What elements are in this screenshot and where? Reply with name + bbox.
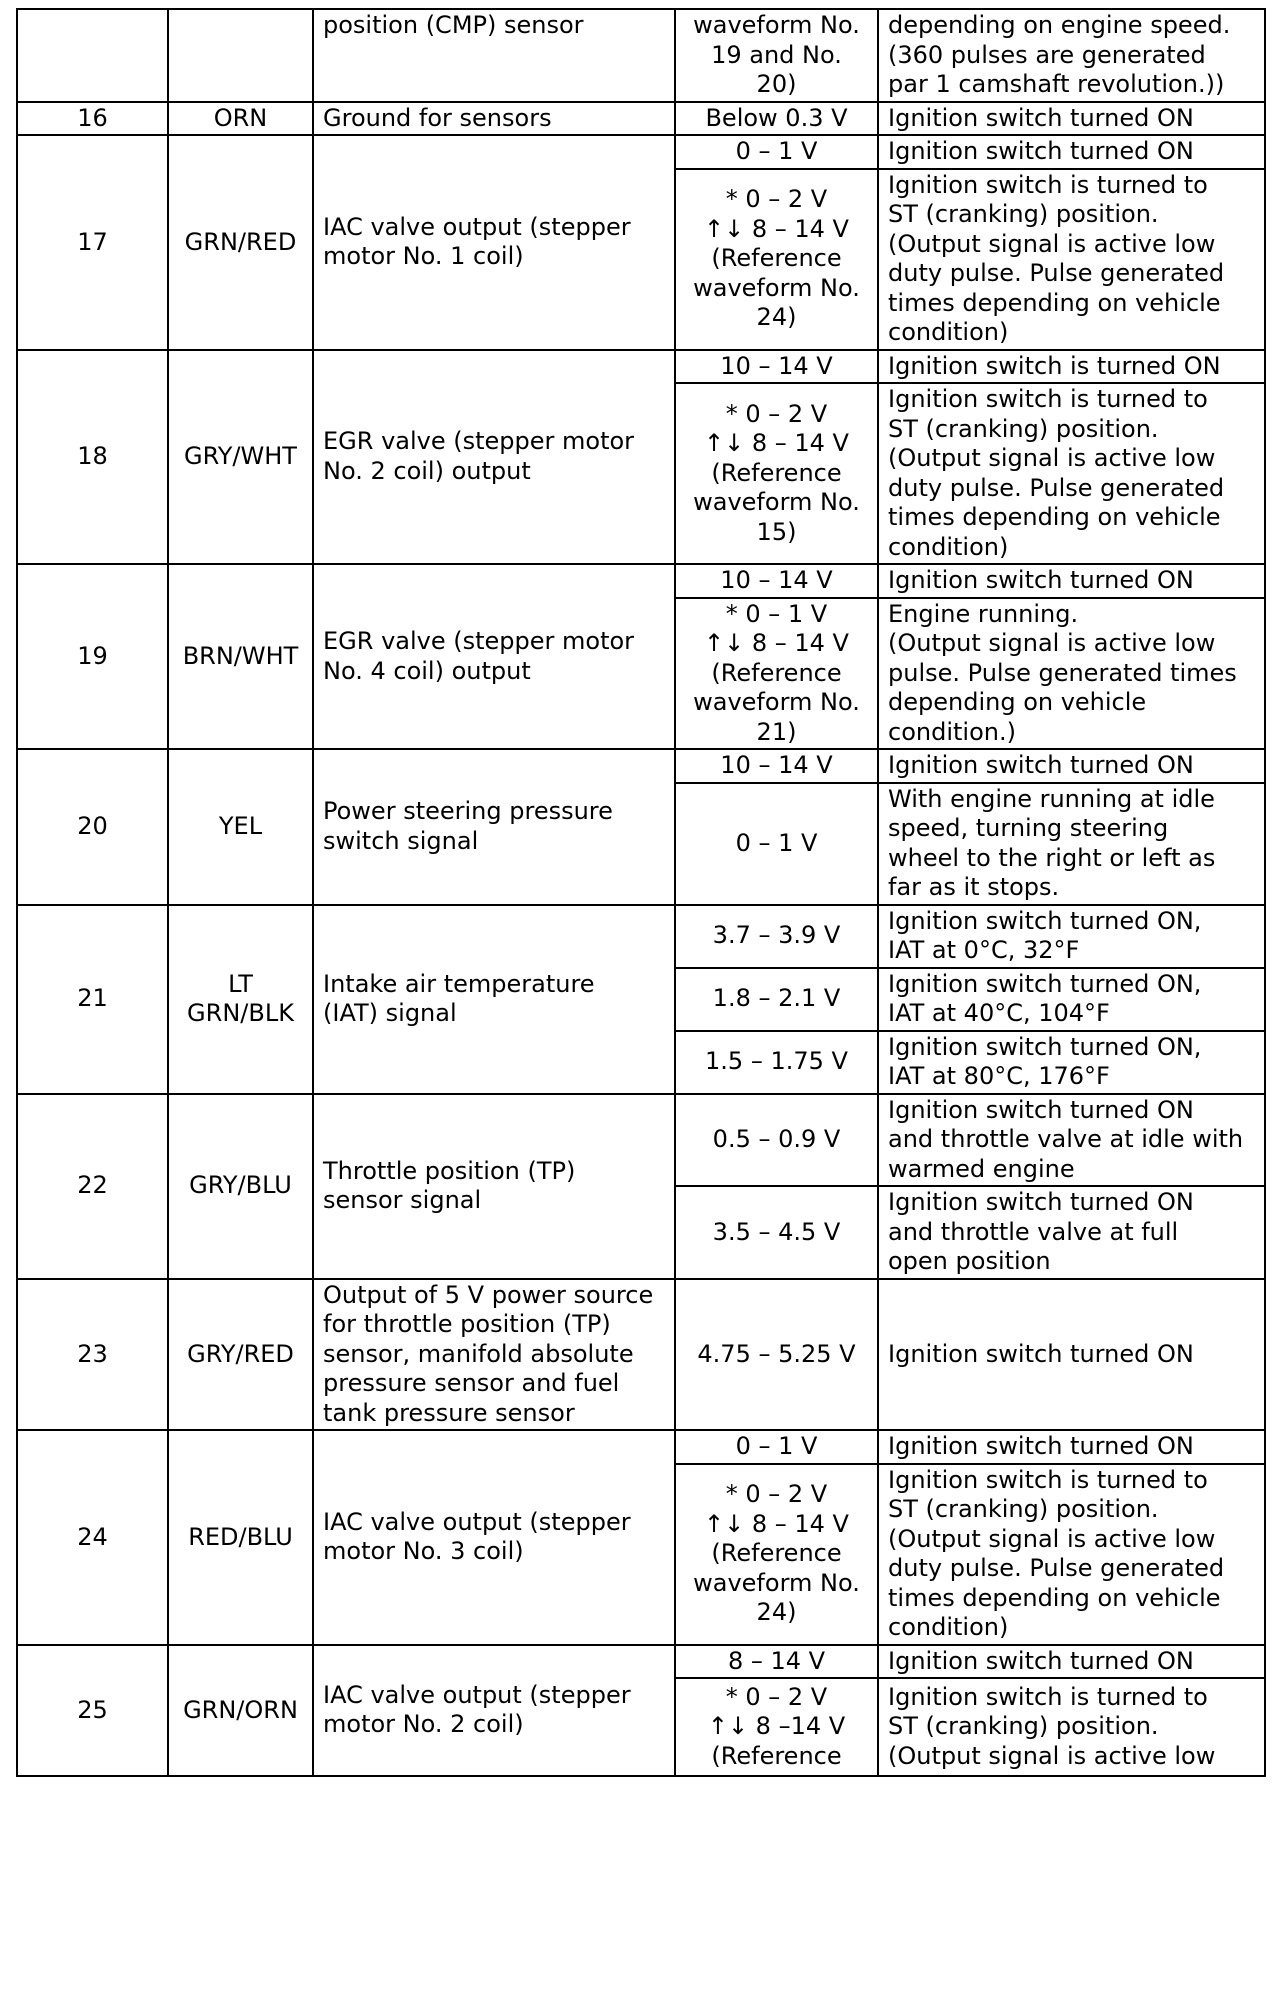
condition-text: Engine running. (Output signal is active low pulse. Pulse generated times depending on vehicle condition.) (878, 598, 1265, 750)
table-row (17, 135, 1265, 169)
wire-color (168, 9, 313, 102)
condition-text: Ignition switch is turned ON (878, 350, 1265, 384)
condition-text: Ignition switch turned ON (878, 1279, 1265, 1431)
condition-text: Ignition switch turned ON, IAT at 40°C, 104°F (878, 968, 1265, 1031)
ecm-terminal-table (16, 8, 1266, 1777)
standard-voltage: 1.8 – 2.1 V (675, 968, 878, 1031)
table-row (17, 1279, 1265, 1431)
wire-color: GRY/RED (168, 1279, 313, 1431)
terminal-number: 24 (17, 1430, 168, 1645)
standard-voltage: 0 – 1 V (675, 783, 878, 905)
wire-color: GRY/WHT (168, 350, 313, 565)
standard-voltage: 10 – 14 V (675, 350, 878, 384)
standard-voltage: 1.5 – 1.75 V (675, 1031, 878, 1094)
terminal-number: 18 (17, 350, 168, 565)
standard-voltage: * 0 – 2 V ↑↓ 8 –14 V (Reference (675, 1678, 878, 1776)
condition-text: Ignition switch is turned to ST (cranking) position. (Output signal is active low duty pulse. Pulse generated times depending on vehicle condition) (878, 169, 1265, 350)
table-row (17, 102, 1265, 136)
condition-text: Ignition switch turned ON and throttle valve at idle with warmed engine (878, 1094, 1265, 1187)
wire-color: ORN (168, 102, 313, 136)
wire-color: GRN/RED (168, 135, 313, 350)
circuit-description: EGR valve (stepper motor No. 2 coil) output (313, 350, 675, 565)
terminal-number (17, 9, 168, 102)
table-row (17, 1094, 1265, 1187)
table-row (17, 1645, 1265, 1679)
standard-voltage: 10 – 14 V (675, 749, 878, 783)
standard-voltage: waveform No. 19 and No. 20) (675, 9, 878, 102)
circuit-description: position (CMP) sensor (313, 9, 675, 102)
wire-color: RED/BLU (168, 1430, 313, 1645)
standard-voltage: 10 – 14 V (675, 564, 878, 598)
terminal-number: 19 (17, 564, 168, 749)
terminal-number: 16 (17, 102, 168, 136)
wire-color: BRN/WHT (168, 564, 313, 749)
terminal-number: 23 (17, 1279, 168, 1431)
circuit-description: Throttle position (TP) sensor signal (313, 1094, 675, 1279)
wire-color: LT GRN/BLK (168, 905, 313, 1094)
table-row (17, 9, 1265, 102)
standard-voltage: 3.7 – 3.9 V (675, 905, 878, 968)
circuit-description: EGR valve (stepper motor No. 4 coil) output (313, 564, 675, 749)
table-row (17, 350, 1265, 384)
table-row (17, 905, 1265, 968)
standard-voltage: 0.5 – 0.9 V (675, 1094, 878, 1187)
condition-text: Ignition switch turned ON and throttle valve at full open position (878, 1186, 1265, 1279)
circuit-description: IAC valve output (stepper motor No. 1 coil) (313, 135, 675, 350)
wire-color: YEL (168, 749, 313, 905)
standard-voltage: Below 0.3 V (675, 102, 878, 136)
condition-text: Ignition switch turned ON (878, 102, 1265, 136)
condition-text: Ignition switch is turned to ST (cranking) position. (Output signal is active low (878, 1678, 1265, 1776)
condition-text: depending on engine speed. (360 pulses are generated par 1 camshaft revolution.)) (878, 9, 1265, 102)
condition-text: With engine running at idle speed, turning steering wheel to the right or left as far as it stops. (878, 783, 1265, 905)
condition-text: Ignition switch turned ON (878, 135, 1265, 169)
circuit-description: Output of 5 V power source for throttle position (TP) sensor, manifold absolute pressure sensor and fuel tank pressure sensor (313, 1279, 675, 1431)
standard-voltage: 0 – 1 V (675, 135, 878, 169)
circuit-description: IAC valve output (stepper motor No. 2 coil) (313, 1645, 675, 1777)
table-row (17, 749, 1265, 783)
table-row (17, 1430, 1265, 1464)
terminal-number: 21 (17, 905, 168, 1094)
circuit-description: Ground for sensors (313, 102, 675, 136)
table-body (17, 9, 1265, 1776)
standard-voltage: 0 – 1 V (675, 1430, 878, 1464)
standard-voltage: * 0 – 1 V ↑↓ 8 – 14 V (Reference waveform No. 21) (675, 598, 878, 750)
circuit-description: Intake air temperature (IAT) signal (313, 905, 675, 1094)
condition-text: Ignition switch turned ON (878, 564, 1265, 598)
standard-voltage: 3.5 – 4.5 V (675, 1186, 878, 1279)
terminal-number: 25 (17, 1645, 168, 1777)
standard-voltage: * 0 – 2 V ↑↓ 8 – 14 V (Reference waveform No. 24) (675, 169, 878, 350)
condition-text: Ignition switch turned ON (878, 1430, 1265, 1464)
wire-color: GRY/BLU (168, 1094, 313, 1279)
document-page (16, 8, 1266, 1777)
terminal-number: 17 (17, 135, 168, 350)
condition-text: Ignition switch turned ON, IAT at 80°C, 176°F (878, 1031, 1265, 1094)
condition-text: Ignition switch is turned to ST (cranking) position. (Output signal is active low duty pulse. Pulse generated times depending on vehicle condition) (878, 1464, 1265, 1645)
circuit-description: Power steering pressure switch signal (313, 749, 675, 905)
circuit-description: IAC valve output (stepper motor No. 3 coil) (313, 1430, 675, 1645)
terminal-number: 22 (17, 1094, 168, 1279)
table-row (17, 564, 1265, 598)
standard-voltage: 4.75 – 5.25 V (675, 1279, 878, 1431)
standard-voltage: 8 – 14 V (675, 1645, 878, 1679)
condition-text: Ignition switch turned ON (878, 1645, 1265, 1679)
wire-color: GRN/ORN (168, 1645, 313, 1777)
condition-text: Ignition switch is turned to ST (cranking) position. (Output signal is active low duty pulse. Pulse generated times depending on vehicle condition) (878, 383, 1265, 564)
condition-text: Ignition switch turned ON, IAT at 0°C, 32°F (878, 905, 1265, 968)
condition-text: Ignition switch turned ON (878, 749, 1265, 783)
terminal-number: 20 (17, 749, 168, 905)
standard-voltage: * 0 – 2 V ↑↓ 8 – 14 V (Reference waveform No. 24) (675, 1464, 878, 1645)
standard-voltage: * 0 – 2 V ↑↓ 8 – 14 V (Reference waveform No. 15) (675, 383, 878, 564)
